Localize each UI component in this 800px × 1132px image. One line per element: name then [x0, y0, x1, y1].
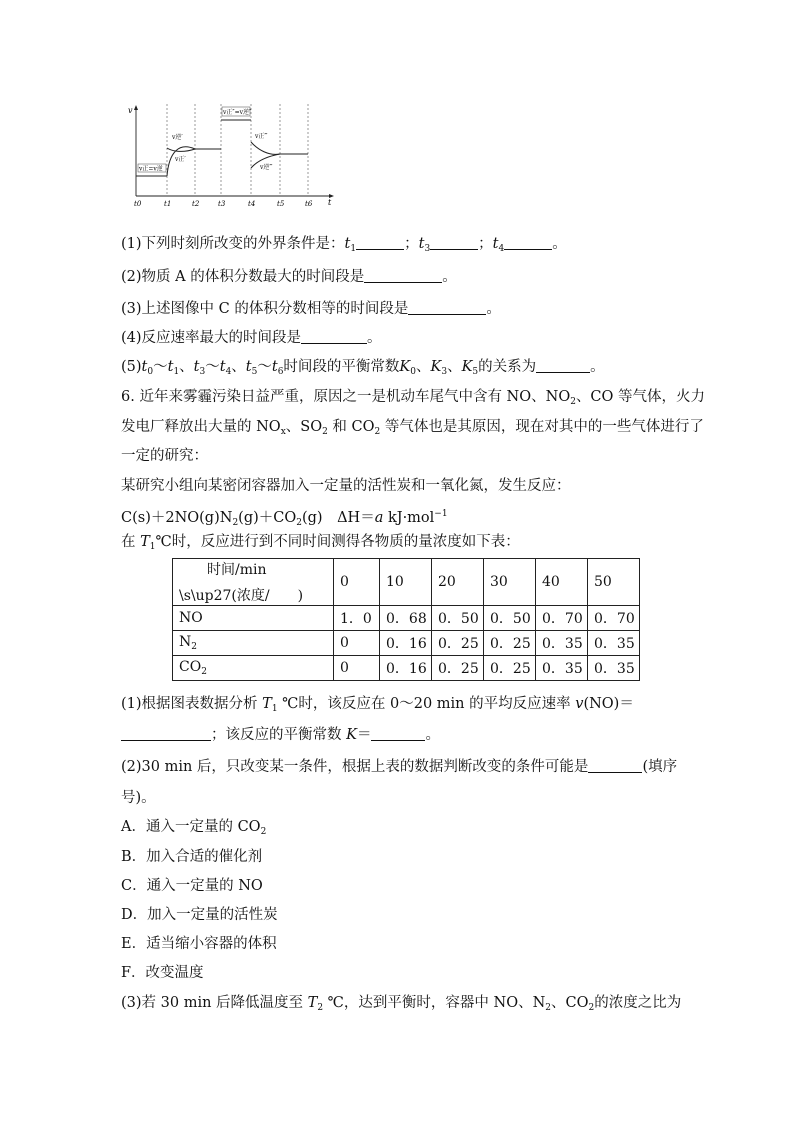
label-v-neg-1: v逆′ [172, 134, 183, 141]
time-cell: 0 [334, 559, 380, 606]
q1-prefix: (1)下列时刻所改变的外界条件是： [121, 236, 345, 252]
subquestion-3: (3)若 30 min 后降低温度至 $T_2$ ℃，达到平衡时，容器中 NO、$N_2$、$CO_2$的浓度之比为 [121, 995, 682, 1013]
option-c: C．通入一定量的 NO [121, 878, 263, 894]
question-2: (2)物质 A 的体积分数最大的时间段是 。 [121, 269, 457, 285]
time-cell: 10 [380, 559, 432, 606]
answer-blank[interactable] [504, 235, 552, 250]
answer-blank[interactable] [121, 726, 211, 741]
time-cell: 30 [484, 559, 536, 606]
tick-t0: t0 [134, 200, 142, 208]
table-row: $CO_2$ 0 0．16 0．25 0．25 0．35 0．35 [173, 656, 640, 681]
table-header-cell: 时间/min \s\up27(浓度/ ) [173, 559, 334, 606]
concentration-table [172, 558, 640, 681]
x-axis-label: t [328, 198, 332, 207]
option-e: E．适当缩小容器的体积 [121, 936, 277, 952]
time-cell: 50 [588, 559, 640, 606]
label-top: v正″=v逆″ [223, 109, 252, 116]
question-5: $(5)t_0\sim t_1$、$t_3\sim t_4$、$t_5\sim t_6$时间段的平衡常数$K_0$、$K_3$、$K_5$的关系为 。 [121, 359, 605, 377]
option-a: A．通入一定量的 $CO_2$ [121, 819, 267, 837]
problem-6-line3: 一定的研究： [121, 448, 208, 464]
tick-t2: t2 [192, 200, 200, 208]
reaction-equation: $C(s)+2NO(g)N_2(g)+CO_2(g)$ ΔH＝a kJ·mol$^{-1}$ [121, 509, 448, 528]
label-v-pos-2: v正‴ [255, 133, 268, 140]
subquestion-1: (1)根据图表数据分析 $T_1$ ℃时，该反应在 0～20 min 的平均反应速率 v(NO)＝ [121, 696, 634, 714]
question-1: (1)下列时刻所改变的外界条件是：$t_1$ ；$t_3$ ；$t_4$ 。 [121, 236, 567, 254]
tick-t1: t1 [164, 200, 172, 208]
answer-blank[interactable] [301, 329, 367, 344]
answer-blank[interactable] [364, 268, 442, 283]
label-v-neg-2: v逆‴ [260, 164, 273, 171]
subquestion-1-cont: ；该反应的平衡常数 K＝ 。 [121, 726, 440, 744]
answer-blank[interactable] [536, 358, 590, 373]
answer-blank[interactable] [356, 235, 404, 250]
question-4: (4)反应速率最大的时间段是 。 [121, 330, 382, 346]
time-cell: 20 [432, 559, 484, 606]
subquestion-2: (2)30 min 后，只改变某一条件，根据上表的数据判断改变的条件可能是 (填序 [121, 759, 678, 775]
answer-blank[interactable] [430, 235, 478, 250]
y-axis-label: v [128, 106, 133, 115]
answer-blank[interactable] [408, 300, 486, 315]
answer-blank[interactable] [588, 758, 642, 773]
table-row: NO 1．0 0．68 0．50 0．50 0．70 0．70 [173, 606, 640, 631]
subquestion-2-cont: 号)。 [121, 790, 156, 806]
option-b: B．加入合适的催化剂 [121, 849, 263, 865]
rate-time-graph [124, 102, 339, 210]
question-3: (3)上述图像中 C 的体积分数相等的时间段是 。 [121, 301, 501, 317]
tick-t3: t3 [218, 200, 226, 208]
table-row: $N_2$ 0 0．16 0．25 0．25 0．35 0．35 [173, 631, 640, 656]
tick-t6: t6 [305, 200, 313, 208]
label-v-pos-1: v正′ [175, 156, 186, 163]
time-cell: 40 [536, 559, 588, 606]
problem-6-line2: 发电厂释放出大量的 $NO_x$、$SO_2$ 和 $CO_2$ 等气体也是其原因，现在对其中的一些气体进行了 [121, 419, 704, 437]
problem-6-line1: 6. 近年来雾霾污染日益严重，原因之一是机动车尾气中含有 NO、$NO_2$、CO 等气体，火力 [121, 389, 706, 407]
option-d: D．加入一定量的活性炭 [121, 907, 278, 923]
option-f: F．改变温度 [121, 965, 204, 981]
problem-6-line6: 在 $T_1℃$时，反应进行到不同时间测得各物质的量浓度如下表： [121, 534, 520, 552]
answer-blank[interactable] [371, 726, 425, 741]
problem-6-line4: 某研究小组向某密闭容器加入一定量的活性炭和一氧化氮，发生反应： [121, 478, 571, 494]
label-equal-left: v正=v逆 [139, 165, 163, 173]
tick-t4: t4 [248, 200, 256, 208]
tick-t5: t5 [277, 200, 285, 208]
